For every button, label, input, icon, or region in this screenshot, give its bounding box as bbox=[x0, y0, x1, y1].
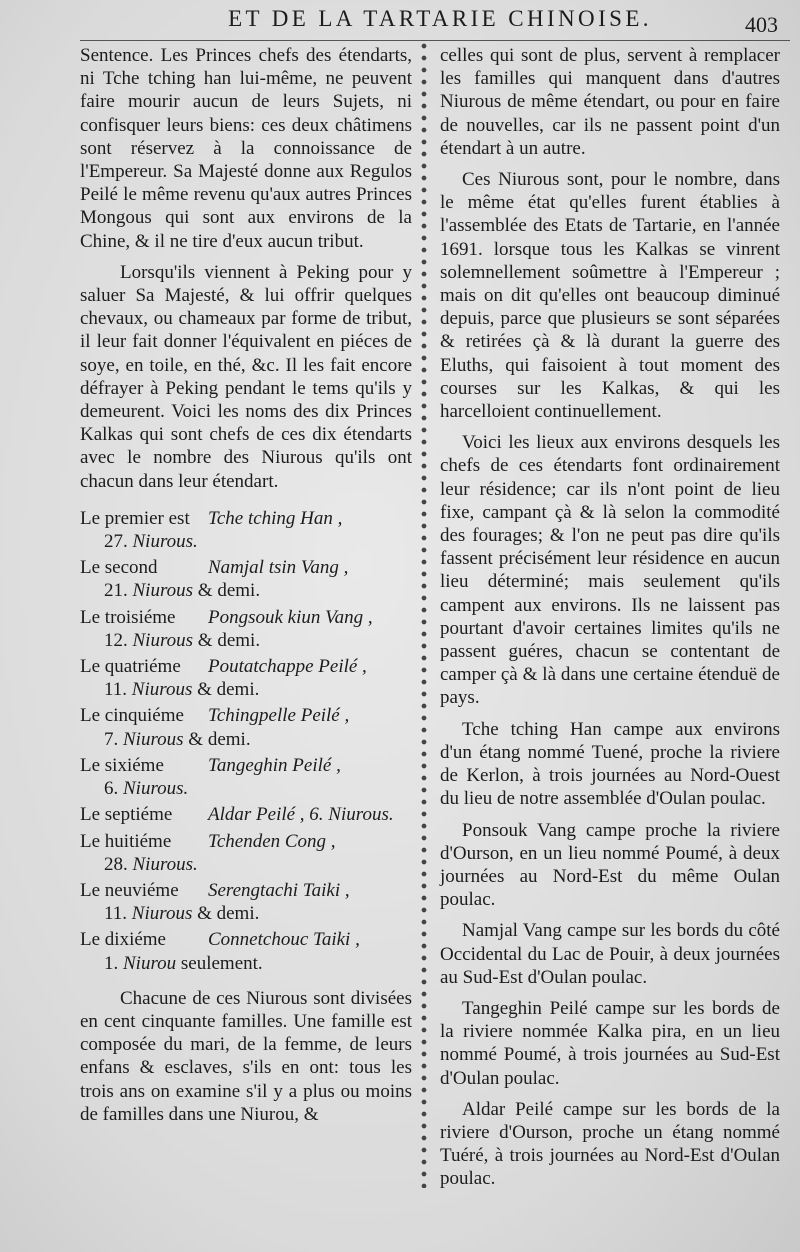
paragraph: Sentence. Les Princes chefs des étendarts, ni Tche tching han lui-même, ne peuvent faire mourir aucun de leurs Sujets, ni confisquer leurs biens: ces deux châtimens sont réservez à la connoissance de l'Empereur. Sa Majesté donne aux Regulos Peilé le même revenu qu'aux autres Princes Mongous qui sont aux environs de la Chine, & il ne tire d'eux aucun tribut. bbox=[80, 45, 412, 252]
list-item bbox=[80, 830, 412, 876]
rank: Le septiéme bbox=[80, 804, 173, 826]
count-number: 28. bbox=[104, 853, 128, 875]
list-item bbox=[80, 803, 412, 826]
count-number: 12. bbox=[104, 629, 128, 651]
count-number: 1. bbox=[104, 952, 119, 974]
list-item bbox=[80, 704, 412, 750]
count-unit: Niurous bbox=[131, 679, 193, 701]
page-number: 403 bbox=[745, 12, 778, 37]
paragraph: Tche tching Han campe aux environs d'un étang nommé Tuené, proche la riviere de Kerlon, à trois journées au Nord-Ouest du lieu de notre assemblée d'Oulan poulac. bbox=[440, 718, 780, 810]
prince-list bbox=[80, 507, 412, 975]
prince-name: Pongsouk kiun Vang , bbox=[208, 606, 373, 628]
count-unit: Niurous bbox=[132, 629, 194, 651]
count-rest: & demi. bbox=[188, 728, 251, 750]
rank: Le dixiéme bbox=[80, 929, 166, 951]
paragraph: Ponsouk Vang campe proche la riviere d'Ourson, en un lieu nommé Poumé, à deux journées au Nord-Est du même Oulan poulac. bbox=[440, 819, 780, 911]
rank: Le premier est bbox=[80, 507, 190, 529]
count-number: 6. bbox=[104, 778, 119, 800]
prince-name: Tchenden Cong , bbox=[208, 830, 336, 852]
count-rest: & demi. bbox=[197, 629, 261, 651]
prince-name: Aldar Peilé , 6. Niurous. bbox=[208, 804, 394, 826]
prince-name: Tangeghin Peilé , bbox=[208, 754, 341, 776]
rank: Le troisiéme bbox=[80, 606, 176, 628]
list-item bbox=[80, 606, 412, 652]
rank: Le second bbox=[80, 557, 158, 579]
count-unit: Niurou bbox=[123, 952, 177, 974]
list-item bbox=[80, 556, 412, 602]
list-item bbox=[80, 754, 412, 800]
left-column bbox=[80, 44, 412, 1134]
list-item bbox=[80, 507, 412, 553]
count-rest: & demi. bbox=[197, 903, 260, 925]
count-number: 11. bbox=[104, 679, 128, 701]
right-column bbox=[440, 44, 780, 1199]
count-rest: & demi. bbox=[197, 580, 261, 602]
rank: Le cinquiéme bbox=[80, 705, 184, 727]
list-item bbox=[80, 655, 412, 701]
ornamental-column-divider bbox=[417, 40, 431, 1188]
count-number: 7. bbox=[104, 728, 119, 750]
rank: Le neuviéme bbox=[80, 879, 179, 901]
count-unit: Niurous bbox=[132, 580, 194, 602]
count-unit: Niurous bbox=[131, 903, 193, 925]
rank: Le sixiéme bbox=[80, 754, 164, 776]
prince-name: Tchingpelle Peilé , bbox=[208, 705, 350, 727]
count-rest: seulement. bbox=[180, 952, 263, 974]
prince-name: Poutatchappe Peilé , bbox=[208, 656, 367, 678]
count-unit: Niurous. bbox=[132, 531, 198, 553]
paragraph: Tangeghin Peilé campe sur les bords de la riviere nommée Kalka pira, en un lieu nommé Poumé, à trois journées au Sud-Est d'Oulan poulac. bbox=[440, 997, 780, 1089]
header-rule bbox=[80, 40, 790, 41]
running-header: ET DE LA TARTARIE CHINOISE. bbox=[228, 6, 652, 31]
paragraph: Lorsqu'ils viennent à Peking pour y saluer Sa Majesté, & lui offrir quelques chevaux, ou chameaux par forme de tribut, il leur fait donner l'équivalent en piéces de soye, en toile, en thé, &c. Il les fait encore défrayer à Peking pendant le tems qu'ils y demeurent. Voici les noms des dix Princes Kalkas qui sont chefs de ces dix étendarts avec le nombre des Niurous qu'ils ont chacun dans leur étendart. bbox=[80, 261, 412, 492]
rank: Le huitiéme bbox=[80, 830, 172, 852]
paragraph: Aldar Peilé campe sur les bords de la riviere d'Ourson, proche un étang nommé Tuéré, à trois journées au Nord-Est d'Oulan poulac. bbox=[440, 1098, 780, 1190]
prince-name: Serengtachi Taiki , bbox=[208, 879, 350, 901]
count-number: 11. bbox=[104, 903, 128, 925]
prince-name: Namjal tsin Vang , bbox=[208, 557, 349, 579]
rank: Le quatriéme bbox=[80, 656, 181, 678]
paragraph: Namjal Vang campe sur les bords du côté Occidental du Lac de Pouir, à deux journées au Sud-Est d'Oulan poulac. bbox=[440, 920, 780, 988]
prince-name: Tche tching Han , bbox=[208, 507, 343, 529]
prince-name: Connetchouc Taiki , bbox=[208, 929, 360, 951]
count-number: 27. bbox=[104, 531, 128, 553]
count-unit: Niurous. bbox=[123, 778, 189, 800]
paragraph: Chacune de ces Niurous sont divisées en cent cinquante familles. Une famille est composée du mari, de la femme, de leurs enfans & esclaves, s'ils en ont: tous les trois ans on examine s'il y a plus ou moins de familles dans une Niurou, & bbox=[80, 987, 412, 1125]
paragraph: Ces Niurous sont, pour le nombre, dans le même état qu'elles furent établies à l'assemblée des Etats de Tartarie, en l'année 1691. lorsque tous les Kalkas se vinrent solemnellement soûmettre à l'Empereur ; mais on dit qu'elles ont beaucoup diminué depuis, parce que plusieurs se sont séparées & retirées çà & là durant la guerre des Eluths, qui faisoient à tout moment des courses sur les Kalkas, & qui les harcelloient continuellement. bbox=[440, 169, 780, 423]
count-unit: Niurous bbox=[123, 728, 184, 750]
paragraph: celles qui sont de plus, servent à remplacer les familles qui manquent dans d'autres Niurous de même étendart, ou pour en faire de nouvelles, car ils ne passent point d'un étendart à un autre. bbox=[440, 45, 780, 159]
count-rest: & demi. bbox=[197, 679, 260, 701]
count-number: 21. bbox=[104, 580, 128, 602]
count-unit: Niurous. bbox=[132, 853, 198, 875]
list-item bbox=[80, 928, 412, 974]
list-item bbox=[80, 879, 412, 925]
paragraph: Voici les lieux aux environs desquels les chefs de ces étendarts font ordinairement leur résidence; car ils n'ont point de lieu fixe, campant çà & là selon la commodité des fourages; & l'on ne peut pas dire qu'ils fassent précisément leur résidence en aucun lieu déterminé; mais seulement qu'ils campent aux environs. Ils ne laissent pas pourtant d'avoir certaines limites qu'ils ne passent guéres, chacun se contentant de camper çà & là dans une certaine étenduë de pays. bbox=[440, 432, 780, 709]
